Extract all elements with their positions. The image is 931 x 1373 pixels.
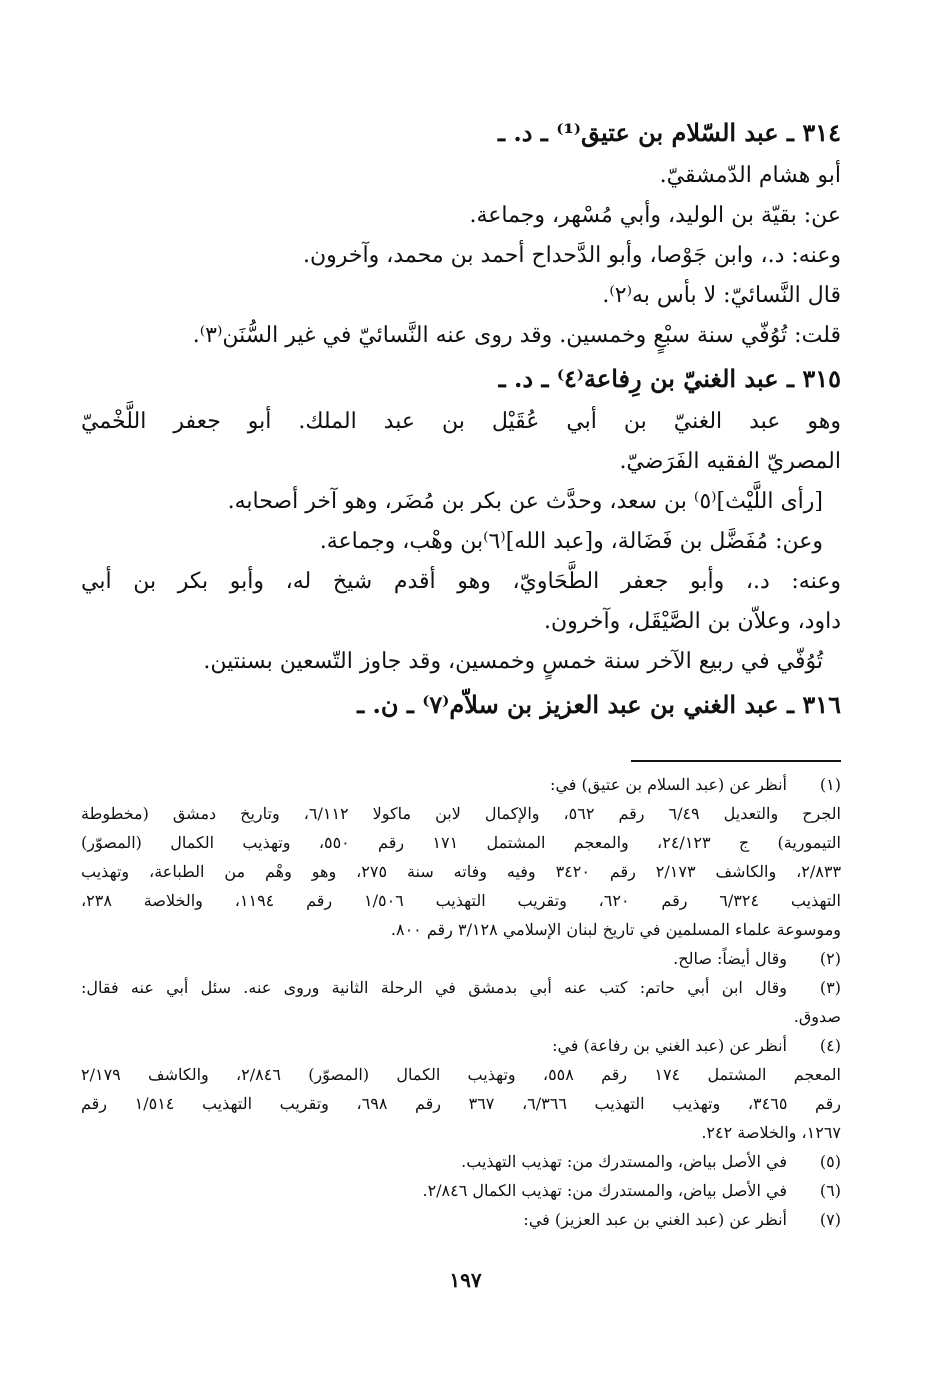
entry-line: وعنه: د.، وأبو جعفر الطَّحَاويّ، وهو أقدم شيخ له، وأبو بكر بن أبي [81, 569, 841, 594]
footnote-line: وقال أيضاً: صالح. [673, 949, 787, 968]
footnote-line: المعجم المشتمل ١٧٤ رقم ٥٥٨، وتهذيب الكمال (المصوّر) ٢/٨٤٦، والكاشف ٢/١٧٩ [81, 1065, 842, 1084]
entry-line: [رأى اللَّيْث]⁽٥⁾ بن سعد، وحدَّث عن بكر بن مُضَر، وهو آخر أصحابه. [227, 489, 823, 514]
footnote [81, 1031, 841, 1060]
footnote-line: أنظر عن (عبد الغني بن رفاعة) في: [552, 1036, 787, 1055]
footnote-number: (٤) [819, 1036, 841, 1055]
footnote-body [81, 1205, 787, 1234]
footnote-line: التهذيب ٦/٣٢٤ رقم ٦٢٠، وتقريب التهذيب ١/٥٠٦ رقم ١١٩٤، والخلاصة ٢٣٨، [81, 891, 841, 910]
footnote [81, 944, 841, 973]
entry-line: عن: بقيّة بن الوليد، وأبي مُسْهر، وجماعة. [469, 203, 841, 228]
footnote [81, 770, 841, 799]
entry-line: أبو هشام الدّمشقيّ. [659, 163, 841, 188]
footnote-line: ١٢٦٧، والخلاصة ٢٤٢. [701, 1123, 841, 1142]
footnote-line: رقم ٣٤٦٥، وتهذيب التهذيب ٦/٣٦٦، ٣٦٧ رقم ٦٩٨، وتقريب التهذيب ١/٥١٤ رقم [81, 1094, 842, 1113]
footnote-line: في الأصل بياض، والمستدرك من: تهذيب التهذيب. [461, 1152, 787, 1171]
footnotes [81, 770, 841, 1234]
footnote-body [81, 1031, 787, 1060]
footnote-body-continued [81, 1002, 841, 1031]
footnote-line: صدوق. [793, 1007, 841, 1026]
entry-line: وعنه: د.، وابن جَوْصا، وأبو الدَّحداح أحمد بن محمد، وآخرون. [303, 243, 841, 268]
footnote-line: وموسوعة علماء المسلمين في تاريخ لبنان الإسلامي ٣/١٢٨ رقم ٨٠٠. [390, 920, 841, 939]
entry-heading-315: ٣١٥ ـ عبد الغنيّ بن رِفاعة⁽٤⁾ ـ د. ـ [498, 364, 841, 393]
entry-heading-316: ٣١٦ ـ عبد الغني بن عبد العزيز بن سلاّم⁽٧⁾ ـ ن. ـ [357, 690, 841, 719]
footnote-body-continued [81, 1060, 841, 1147]
entry-line: وهو عبد الغنيّ بن أبي عُقَيْل بن عبد الملك. أبو جعفر اللَّخْميّ [81, 409, 841, 434]
footnote [81, 1205, 841, 1234]
entry-line: داود، وعلاّن بن الصَّيْقَل، وآخرون. [544, 609, 841, 634]
footnote-line: التيمورية) ج ٢٤/١٢٣، والمعجم المشتمل ١٧١ رقم ٥٥٠، وتهذيب الكمال (المصوّر) [81, 833, 841, 852]
footnote-number: (٧) [819, 1210, 841, 1229]
entry-line: المصريّ الفقيه الفَرَضيّ. [619, 449, 841, 474]
footnote [81, 1147, 841, 1176]
footnote-line: في الأصل بياض، والمستدرك من: تهذيب الكمال ٢/٨٤٦. [422, 1181, 787, 1200]
footnote-line: أنظر عن (عبد الغني بن عبد العزيز) في: [523, 1210, 787, 1229]
entry-heading-314: ٣١٤ ـ عبد السّلام بن عتيق⁽¹⁾ ـ د. ـ [498, 118, 841, 147]
main-text [81, 110, 841, 728]
footnote-line: ٢/٨٣٣، والكاشف ٢/١٧٣ رقم ٣٤٢٠ وفيه وفاته سنة ٢٧٥، وهو وهْم من الطباعة، وتهذيب [81, 862, 842, 881]
entry-line: وعن: مُفَضَّل بن فَضَالة، و[عبد الله]⁽٦⁾بن وهْب، وجماعة. [319, 529, 823, 554]
footnote-line: أنظر عن (عبد السلام بن عتيق) في: [550, 775, 787, 794]
entry-line: تُوُفّي في ربيع الآخر سنة خمسٍ وخمسين، وقد جاوز التّسعين بسنتين. [203, 649, 823, 674]
footnote-number: (٣) [819, 978, 841, 997]
footnote-number: (١) [819, 775, 841, 794]
page-number: ١٩٧ [449, 1268, 482, 1292]
footnote-line: الجرح والتعديل ٦/٤٩ رقم ٥٦٢، والإكمال لابن ماكولا ٦/١١٢، وتاريخ دمشق (مخطوطة [81, 804, 841, 823]
footnote-number: (٦) [819, 1181, 841, 1200]
footnote-body [81, 770, 787, 799]
entry-line: قال النَّسائيّ: لا بأس به⁽٢⁾. [602, 283, 841, 308]
footnote-number: (٢) [819, 949, 841, 968]
footnote-body [81, 1176, 787, 1205]
footnote-body [81, 1147, 787, 1176]
footnote-body [81, 944, 787, 973]
footnote-line: وقال ابن أبي حاتم: كتب عنه أبي بدمشق في الرحلة الثانية وروى عنه. سئل أبي عنه فقال: [81, 978, 787, 997]
footnote-number: (٥) [819, 1152, 841, 1171]
entry-line: قلت: تُوُفّي سنة سبْعٍ وخمسين. وقد روى عنه النَّسائيّ في غير السُّنَن⁽٣⁾. [192, 323, 841, 348]
footnote-body [81, 973, 787, 1002]
footnote [81, 973, 841, 1002]
footnote [81, 1176, 841, 1205]
footnote-body-continued [81, 799, 841, 944]
footnote-divider [631, 760, 841, 762]
